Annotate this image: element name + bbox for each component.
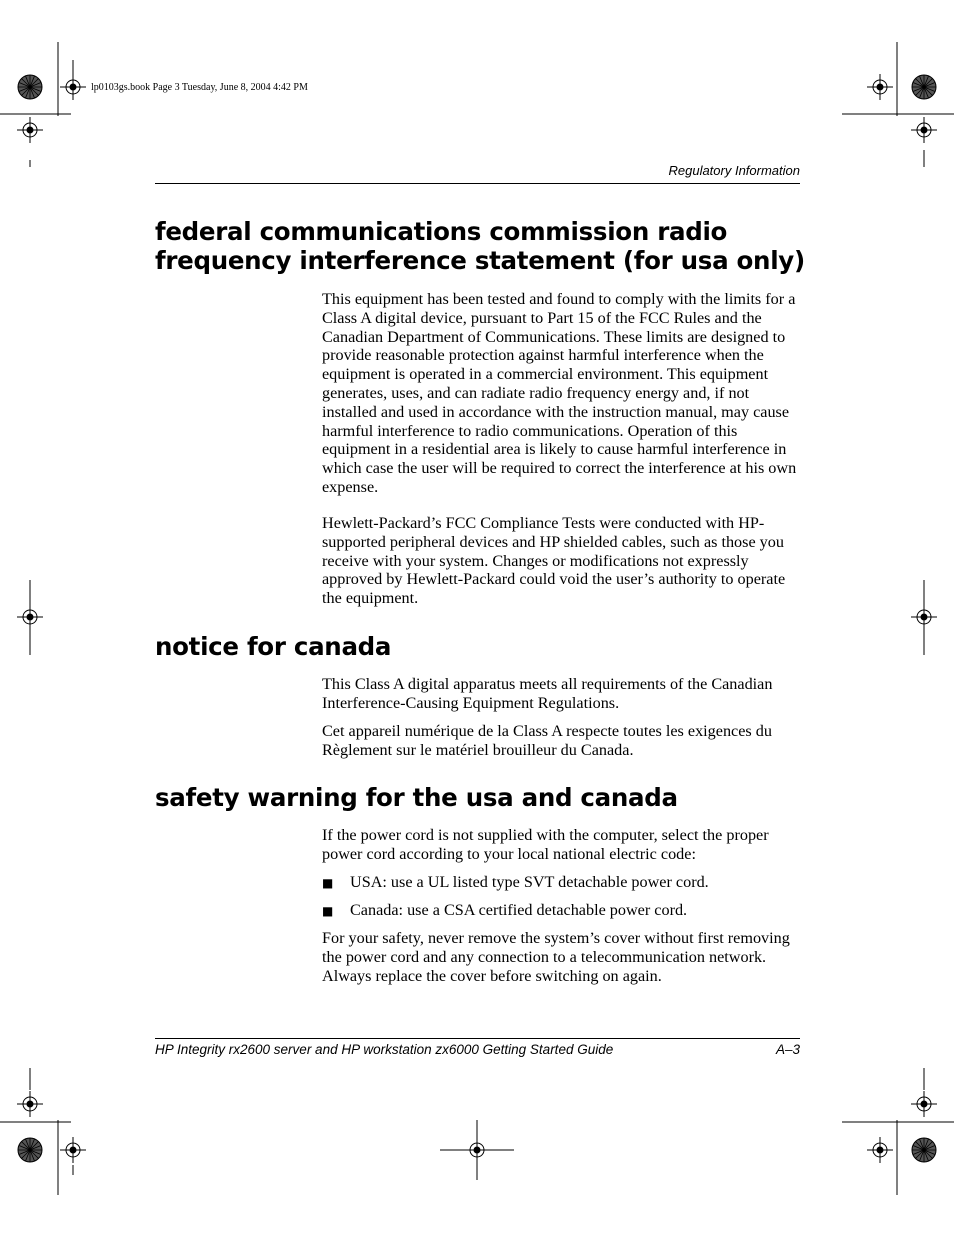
- fcc-paragraph: Hewlett-Packard’s FCC Compliance Tests were conducted with HP-supported peripheral devices and HP shielded cables, such as those you receive with your system. Changes or modifications not expressly approved by Hewlett-Packard could void the user’s authority to operate the equipment.: [322, 514, 786, 608]
- safety-intro: [322, 826, 800, 864]
- registration-mark-icon: [60, 1137, 86, 1163]
- star-target-icon: [912, 1138, 936, 1162]
- square-bullet-icon: ■: [322, 904, 334, 918]
- running-header: Regulatory Information: [668, 163, 800, 178]
- list-item: [322, 901, 687, 921]
- star-target-icon: [18, 1138, 42, 1162]
- page-number: A–3: [775, 1042, 800, 1057]
- registration-mark-icon: [17, 117, 43, 143]
- safety-section-title: safety warning for the usa and canada: [155, 783, 678, 812]
- canada-section-title: notice for canada: [155, 632, 392, 661]
- slug-line: lp0103gs.book Page 3 Tuesday, June 8, 2004 4:42 PM: [91, 82, 308, 93]
- star-target-icon: [912, 75, 936, 99]
- canada-paragraph-french: Cet appareil numérique de la Class A respecte toutes les exigences du Règlement sur le matériel brouilleur du Canada.: [322, 722, 772, 759]
- list-item: [322, 873, 709, 893]
- fcc-body-2: [322, 514, 800, 608]
- fcc-body: [322, 290, 800, 497]
- fcc-paragraph: This equipment has been tested and found to comply with the limits for a Class A digital device, pursuant to Part 15 of the FCC Rules and the Canadian Department of Communications. These limits are designed to provide reasonable protection against harmful interference when the equipment is operated in a commercial environment. This equipment generates, uses, and can radiate radio frequency energy and, if not installed and used in accordance with the instruction manual, may cause harmful interference to radio communications. Operation of this equipment in a residential area is likely to cause harmful interference in which case the user will be required to correct the interference at his own expense.: [322, 290, 797, 496]
- list-item-text: Canada: use a CSA certified detachable power cord.: [350, 901, 688, 919]
- footer-title: HP Integrity rx2600 server and HP workstation zx6000 Getting Started Guide: [155, 1042, 614, 1057]
- safety-closing-paragraph: For your safety, never remove the system’s cover without first removing the power cord and any connection to a telecommunication network. Always replace the cover before switching on again.: [322, 929, 790, 985]
- fcc-section-title: federal communications commission radio frequency interference statement (for usa only): [155, 217, 805, 275]
- registration-mark-icon: [911, 1091, 937, 1117]
- registration-mark-icon: [867, 1137, 893, 1163]
- canada-body-2: [322, 722, 800, 760]
- registration-mark-icon: [911, 117, 937, 143]
- registration-mark-icon: [867, 74, 893, 100]
- header-rule: [155, 183, 800, 184]
- canada-paragraph: This Class A digital apparatus meets all requirements of the Canadian Interference-Causing Equipment Regulations.: [322, 675, 773, 712]
- list-item-text: USA: use a UL listed type SVT detachable power cord.: [350, 873, 709, 891]
- safety-closing: [322, 929, 800, 985]
- square-bullet-icon: ■: [322, 876, 334, 890]
- registration-mark-icon: [17, 1091, 43, 1117]
- star-target-icon: [18, 75, 42, 99]
- safety-intro-paragraph: If the power cord is not supplied with the computer, select the proper power cord according to your local national electric code:: [322, 826, 769, 863]
- canada-body: [322, 675, 800, 713]
- footer-rule: [155, 1038, 800, 1039]
- registration-mark-icon: [60, 74, 86, 100]
